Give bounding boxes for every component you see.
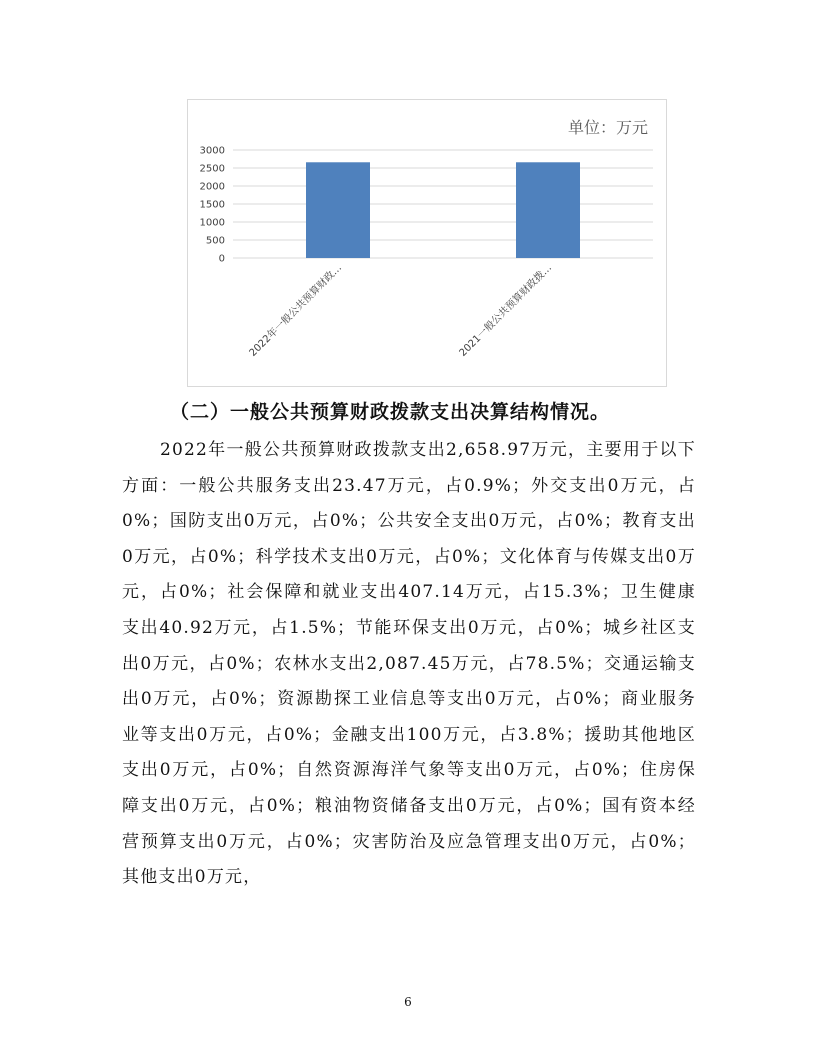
y-tick-label: 2500 xyxy=(199,163,225,175)
bar-1 xyxy=(516,162,580,258)
y-tick-label: 1000 xyxy=(199,217,225,229)
page-number: 6 xyxy=(404,995,412,1009)
bar-0 xyxy=(306,162,370,258)
y-tick-label: 0 xyxy=(218,253,225,265)
chart-unit-label: 单位：万元 xyxy=(567,118,648,137)
x-tick-label-1: 2021一般公共预算财政拨… xyxy=(457,262,555,359)
x-tick-label-0: 2022年一般公共预算财政… xyxy=(247,262,345,359)
y-tick-label: 3000 xyxy=(199,145,225,157)
bar-chart-svg xyxy=(188,100,668,388)
y-tick-label: 2000 xyxy=(199,181,225,193)
y-tick-label: 1500 xyxy=(199,199,225,211)
y-tick-label: 500 xyxy=(205,235,225,247)
bar-chart xyxy=(187,99,667,387)
body-paragraph: 2022年一般公共预算财政拨款支出2,658.97万元，主要用于以下方面：一般公共服务支出23.47万元，占0.9%；外交支出0万元，占0%；国防支出0万元，占0%；公共安全支出0万元，占0%；教育支出0万元，占0%；科学技术支出0万元，占0%；文化体育与传媒支出0万元，占0%；社会保障和就业支出407.14万元，占15.3%；卫生健康支出40.92万元，占1.5%；节能环保支出0万元，占0%；城乡社区支出0万元，占0%；农林水支出2,087.45万元，占78.5%；交通运输支出0万元，占0%；资源勘探工业信息等支出0万元，占0%；商业服务业等支出0万元，占0%；金融支出100万元，占3.8%；援助其他地区支出0万元，占0%；自然资源海洋气象等支出0万元，占0%；住房保障支出0万元，占0%；粮油物资储备支出0万元，占0%；国有资本经营预算支出0万元，占0%；灾害防治及应急管理支出0万元，占0%；其他支出0万元， xyxy=(122,440,696,888)
section-heading: （二）一般公共预算财政拨款支出决算结构情况。 xyxy=(170,401,611,423)
